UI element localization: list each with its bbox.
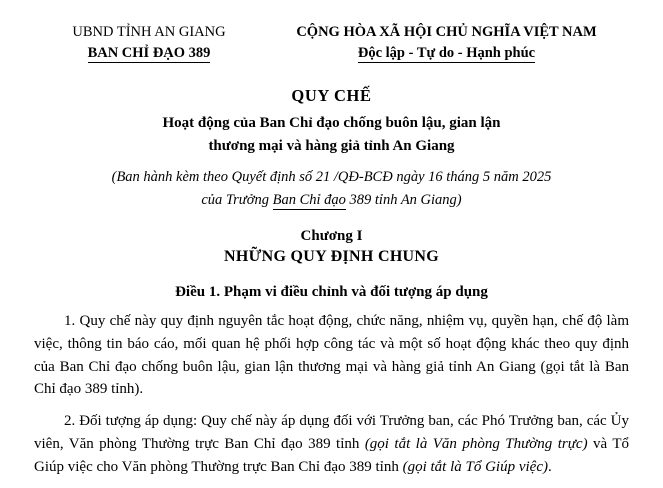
header-issuing-authority (34, 22, 264, 64)
article-paragraph-2-part-2: và Tổ Giúp việc cho Văn phòng Thường trực Ban Chỉ đạo 389 tỉnh (34, 435, 629, 475)
header-national-motto (264, 43, 629, 64)
article-paragraph-2 (34, 410, 629, 478)
chapter-block (34, 228, 629, 266)
article-paragraph-1: 1. Quy chế này quy định nguyên tắc hoạt động, chức năng, nhiệm vụ, quyền hạn, chế độ làm việc, thông tin báo cáo, mối quan hệ phối hợp công tác và một số hoạt động khác theo quy định của Ban Chỉ đạo chống buôn lậu, gian lận thương mại và hàng giả tỉnh An Giang (gọi tắt là Ban Chỉ đạo 389 tỉnh). (34, 312, 629, 398)
issue-note-line-2-prefix: của Trưởng (201, 191, 273, 208)
document-issue-note (34, 166, 629, 211)
article-paragraph-2-part-3: . (548, 458, 552, 475)
chapter-number: Chương I (300, 227, 363, 244)
article-heading: Điều 1. Phạm vi điều chỉnh và đối tượng áp dụng (175, 283, 488, 300)
header-steering-committee-label (34, 43, 264, 64)
issue-note-underlined-phrase: Ban Chỉ đạo (273, 191, 346, 210)
issue-note-line-2 (34, 189, 629, 211)
header-steering-committee-text: BAN CHỈ ĐẠO 389 (88, 44, 211, 63)
document-header (34, 22, 629, 64)
document-subtitle-line-2: thương mại và hàng giả tỉnh An Giang (208, 137, 455, 154)
header-province-label: UBND TỈNH AN GIANG (72, 24, 226, 40)
header-national-motto-text: Độc lập - Tự do - Hạnh phúc (358, 44, 535, 63)
chapter-name: NHỮNG QUY ĐỊNH CHUNG (223, 247, 440, 265)
article-paragraph-2-part-1: 2. Đối tượng áp dụng: Quy chế này áp dụng đối với Trưởng ban, các Phó Trưởng ban, các Ủy viên, Văn phòng Thường trực Ban Chỉ đạo 389 tỉnh (34, 413, 629, 452)
issue-note-line-2-suffix: 389 tỉnh An Giang) (345, 191, 462, 208)
issue-note-line-1: (Ban hành kèm theo Quyết định số 21 /QĐ-BCĐ ngày 16 tháng 5 năm 2025 (111, 169, 552, 186)
header-national-title (264, 22, 629, 64)
article-paragraph-2-italic-1: (gọi tắt là Văn phòng Thường trực) (364, 435, 588, 452)
document-subtitle-line-1: Hoạt động của Ban Chỉ đạo chống buôn lậu, gian lận (162, 115, 501, 132)
page-title: QUY CHẾ (291, 86, 372, 106)
header-country-name: CỘNG HÒA XÃ HỘI CHỦ NGHĨA VIỆT NAM (296, 24, 597, 40)
document-subtitle (34, 112, 629, 157)
article-paragraph-2-italic-2: (gọi tắt là Tổ Giúp việc) (402, 458, 548, 475)
document-title-block (34, 86, 629, 211)
